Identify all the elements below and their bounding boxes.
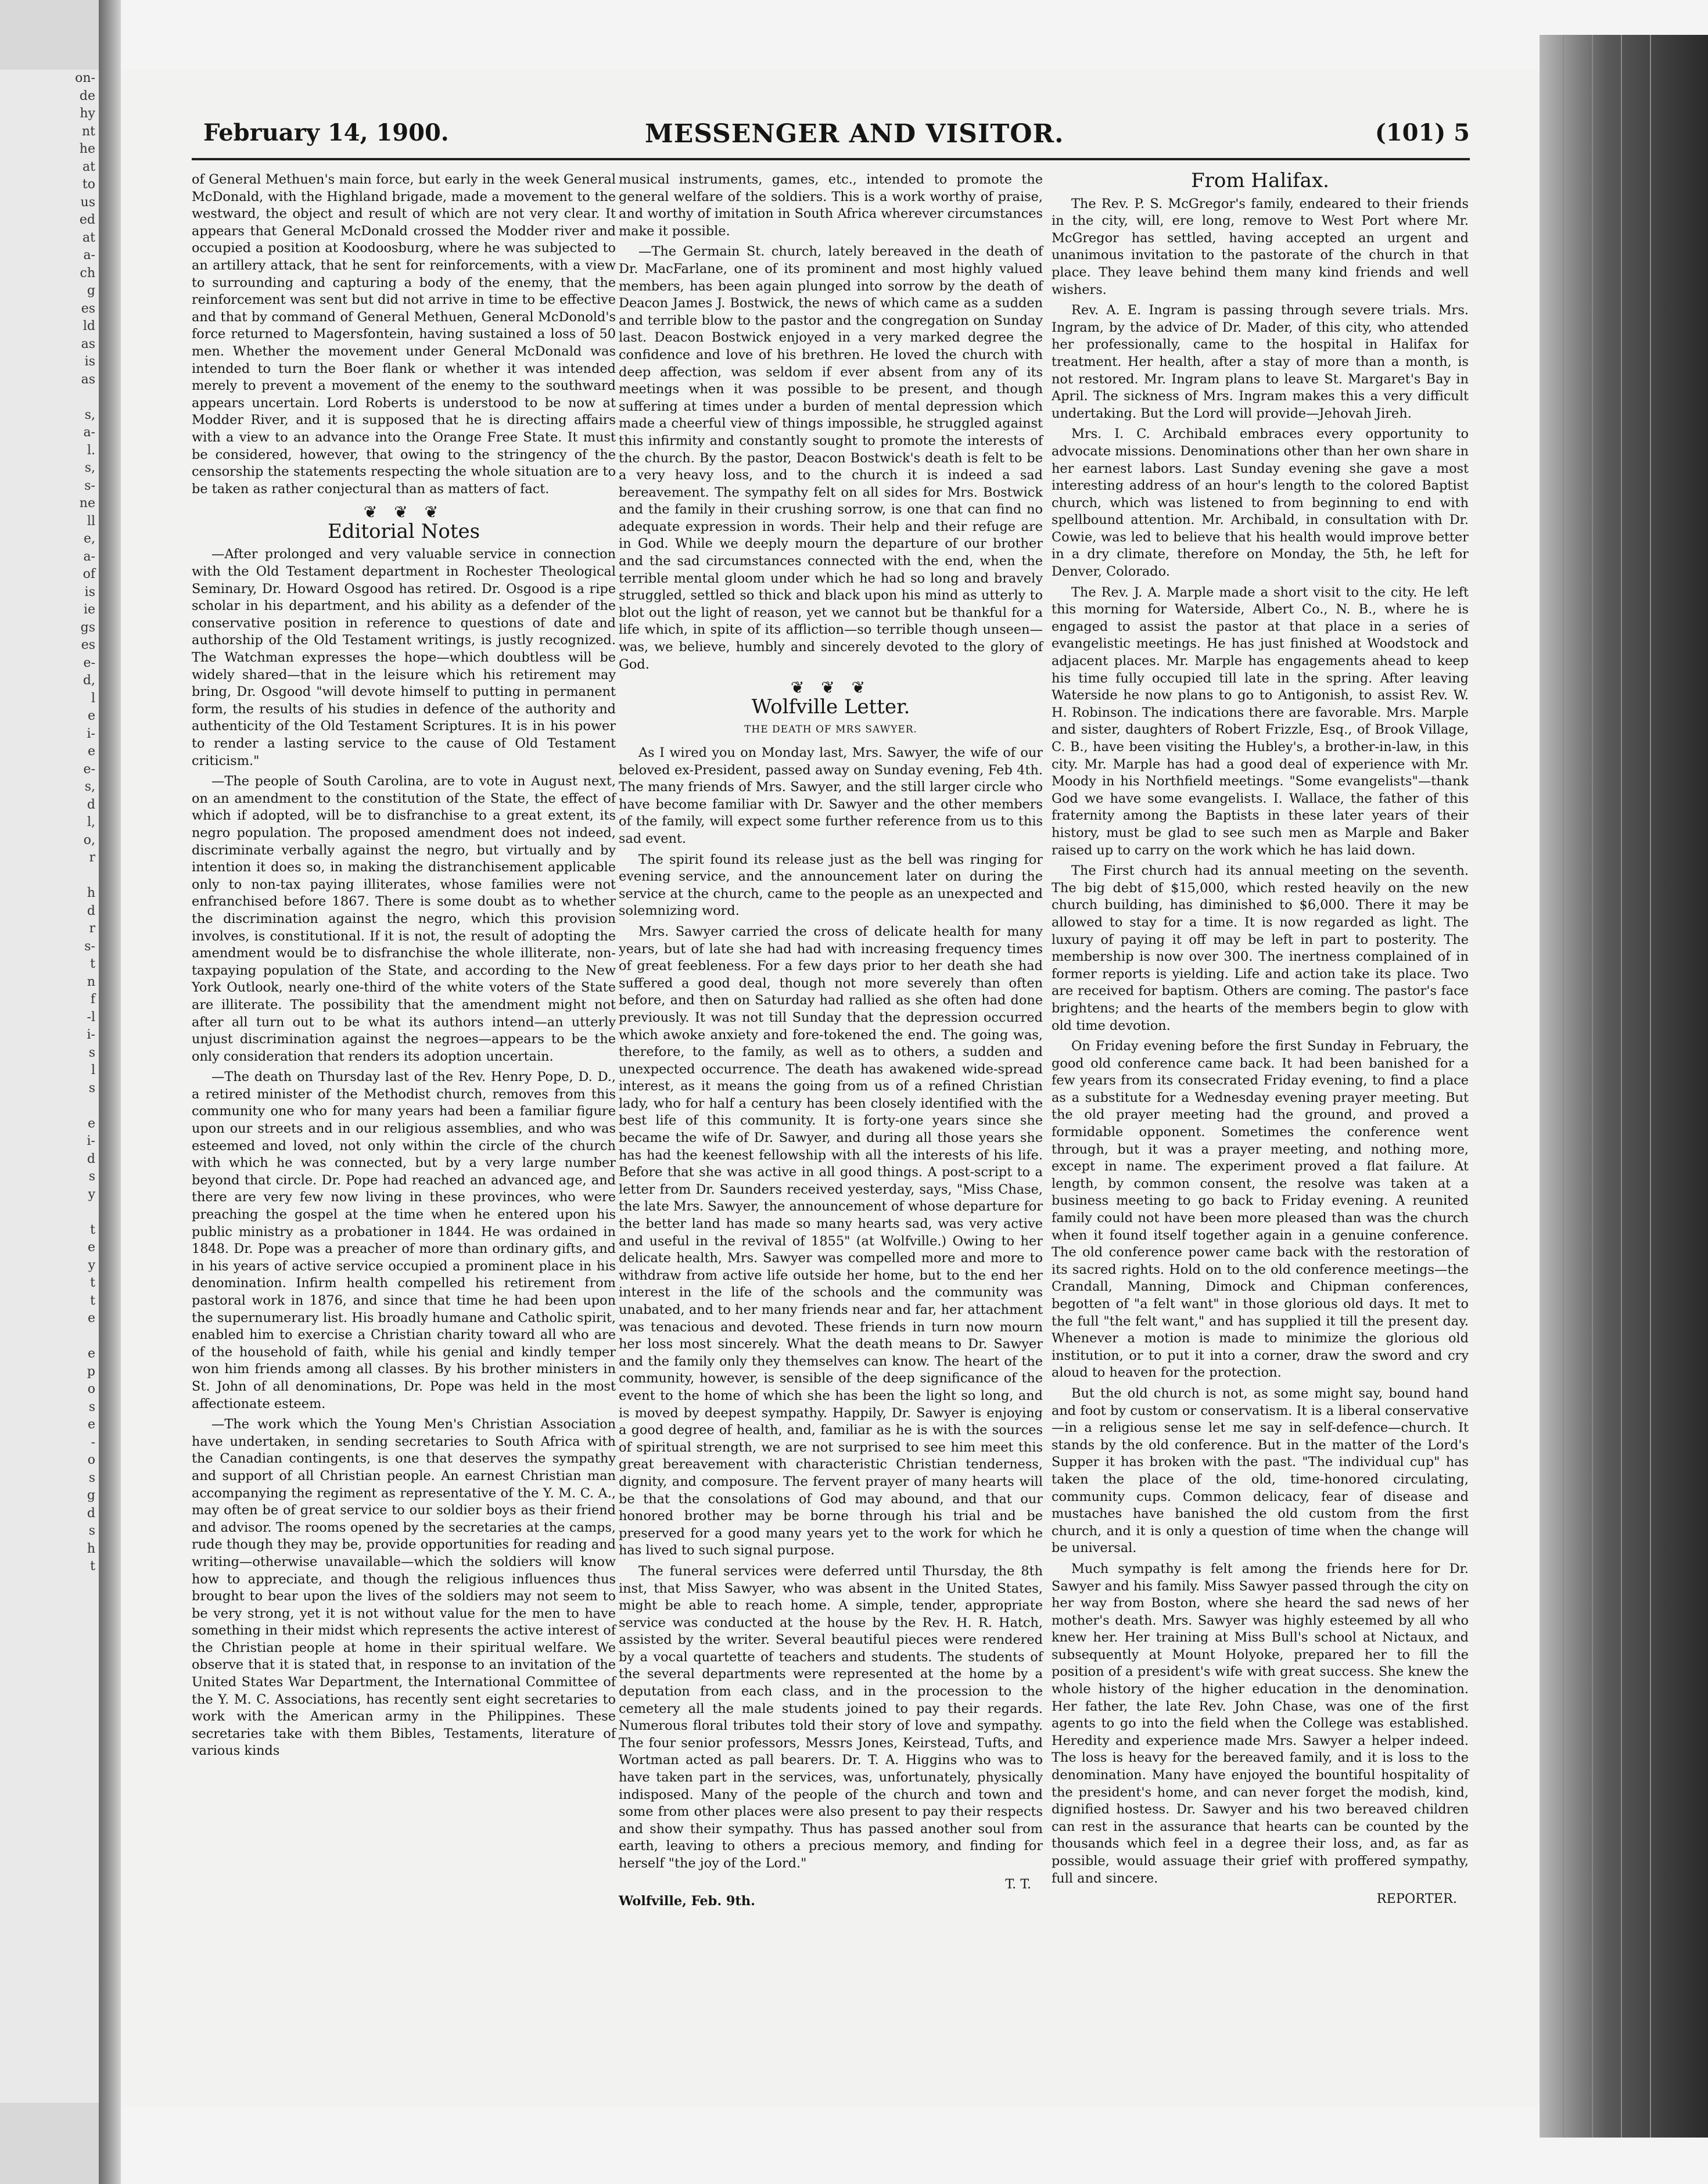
margin-fragment: is	[84, 354, 95, 369]
margin-fragment: es	[81, 301, 95, 316]
article-paragraph: The First church had its annual meeting on the seventh. The big debt of $15,000, which rested heavily on the new church building, has diminished to $6,000. There it may be allowed to stay for a time. It is now regarded as light. The luxury of paying it off may be left in part to posterity. The membership is now over 300. The inertness complained of in former reports is yielding. Life and action take its place. Two are received for baptism. Others are coming. The pastor's face brightens; and the hearts of the members begin to glow with old time devotion.	[1052, 863, 1469, 1033]
margin-fragment: s-	[84, 939, 95, 954]
margin-fragment: o,	[83, 832, 95, 847]
margin-fragment: s	[88, 1524, 95, 1538]
article-paragraph: —The Germain St. church, lately bereaved in the death of Dr. MacFarlane, one of its prominent and most highly valued members, has been again plunged into sorrow by the death of Deacon James J. Bostwick, the news of which came as a sudden and terrible blow to the pastor and the congregation on Sunday last. Deacon Bostwick enjoyed in a very marked degree the confidence and love of his brethren. He loved the church with deep affection, was seldom if ever absent from any of its meetings when it was possible to be present, and though suffering at times under a burden of mental depression which made a cheerful view of things impossible, he struggled against this infirmity and constantly sought to promote the interests of the church. By the pastor, Deacon Bostwick's death is felt to be a very heavy loss, and to the church it is indeed a sad bereavement. The sympathy felt on all sides for Mrs. Bostwick and the family in their crushing sorrow, is one that can find no adequate expression in words. Their help and their refuge are in God. While we deeply mourn the departure of our brother and the sad circumstances connected with the end, when the terrible mental gloom under which he had so long and bravely struggled, settled so thick and black upon his mind as utterly to blot out the light of reason, yet we cannot but be thankful for a life which, in spite of its affliction—so terrible though unseen—was, we believe, humbly and sincerely devoted to the glory of God.	[619, 244, 1043, 672]
margin-fragment: e	[87, 1346, 95, 1361]
margin-fragment: p	[87, 1364, 95, 1379]
margin-fragment: e	[87, 709, 95, 723]
margin-fragment: de	[79, 88, 95, 103]
author-signature: REPORTER.	[1376, 1891, 1457, 1907]
header-date: February 14, 1900.	[203, 119, 449, 146]
margin-fragment: s,	[84, 407, 95, 422]
column-1	[192, 171, 616, 1763]
section-title-editorial-notes: Editorial Notes	[327, 519, 480, 543]
margin-fragment: i-	[87, 1028, 95, 1042]
margin-fragment: e	[87, 1116, 95, 1131]
margin-fragment: a-	[83, 549, 95, 564]
article-paragraph: musical instruments, games, etc., intended to promote the general welfare of the soldiers. This is a work worthy of praise, and worthy of imitation in South Africa wherever circumstances make it possible.	[619, 172, 1043, 239]
article-paragraph: —The work which the Young Men's Christian Association have undertaken, in sending secretaries to South Africa with the Canadian contingents, is one that deserves the sympathy and support of all Christian people. An earnest Christian man accompanying the regiment as representative of the Y. M. C. A., may often be of great service to our soldier boys as their friend and advisor. The rooms opened by the secretaries at the camps, rude though they may be, provide opportunities for reading and writing—otherwise unavailable—which the soldiers will know how to appreciate, and though the religious influences thus brought to bear upon the lives of the soldiers may not seem to be very strong, yet it is not without value for the men to have something in their midst which represents the active interest of the Christian people at home in their spiritual welfare. We observe that it is stated that, in response to an invitation of the United States War Department, the International Committee of the Y. M. C. Associations, has recently sent eight secretaries to work with the American army in the Philippines. These secretaries take with them Bibles, Testaments, literature of various kinds	[192, 1417, 616, 1759]
margin-fragment: as	[81, 336, 95, 351]
margin-fragment: ld	[82, 319, 95, 333]
margin-fragment: is	[84, 584, 95, 599]
previous-page-edge	[0, 70, 99, 2103]
article-paragraph: The funeral services were deferred until Thursday, the 8th inst, that Miss Sawyer, who was absent in the United States, might be able to reach home. A simple, tender, appropriate service was conducted at the house by the Rev. H. R. Hatch, assisted by the writer. Several beautiful pieces were rendered by a vocal quartette of teachers and students. The students of the several departments were represented at the home by a deputation from each class, and in the procession to the cemetery all the male students joined to pay their regards. Numerous floral tributes told their story of love and sympathy. The four senior professors, Messrs Jones, Keirstead, Tufts, and Wortman acted as pall bearers. Dr. T. A. Higgins who was to have taken part in the services, was, unfortunately, physically indisposed. Many of the people of the church and town and some from other places were also present to pay their respects and show their sympathy. Thus has passed another soul from earth, leaving to others a precious memory, and finding for herself "the joy of the Lord."	[619, 1563, 1043, 1871]
margin-fragment: s-	[84, 478, 95, 493]
column-2	[619, 171, 1043, 1910]
article-paragraph: —After prolonged and very valuable service in connection with the Old Testament department in Rochester Theological Seminary, Dr. Howard Osgood has retired. Dr. Osgood is a ripe scholar in his department, and his ability as a defender of the conservative position in reference to questions of date and authorship of the Old Testament writings, is justly recognized. The Watchman expresses the hope—which doubtless will be widely shared—that in the leisure which his retirement may bring, Dr. Osgood "will devote himself to putting in permanent form, the results of his studies in defence of the authority and authenticity of the Old Testament Scriptures. It is in his power to render a lasting service to the cause of Old Testament criticism."	[192, 547, 616, 768]
margin-fragment: t	[90, 957, 95, 971]
author-signature: T. T.	[1005, 1876, 1031, 1892]
margin-fragment	[0, 867, 99, 885]
margin-fragment: l	[91, 691, 95, 706]
margin-fragment: r	[89, 921, 95, 936]
margin-fragment: d	[87, 1506, 95, 1521]
article-paragraph: —The death on Thursday last of the Rev. Henry Pope, D. D., a retired minister of the Methodist church, removes from this community one who for many years had been a familiar figure upon our streets and in our religious assemblies, and who was esteemed and loved, not only within the circle of the church with which he was connected, but by a very large number beyond that circle. Dr. Pope had reached an advanced age, and there are very few now living in these provinces, who were preaching the gospel at the time when he entered upon his public ministry as a probationer in 1844. He was ordained in 1848. Dr. Pope was a preacher of more than ordinary gifts, and in his years of active service occupied a prominent place in his denomination. Infirm health compelled his retirement from pastoral work in 1876, and since that time he had been upon the supernumerary list. His broadly humane and Catholic spirit, enabled him to exercise a Christian charity toward all who are of the household of faith, while his genial and kindly temper won him friends among all classes. By his brother ministers in St. John of all denominations, Dr. Pope was held in the most affectionate esteem.	[192, 1069, 616, 1411]
margin-fragment: d,	[82, 673, 95, 688]
masthead-title: MESSENGER AND VISITOR.	[645, 119, 1064, 149]
article-paragraph: The spirit found its release just as the bell was ringing for evening service, and the announcement later on during the service at the church, came to the people as an unexpected and solemnizing word.	[619, 852, 1043, 919]
article-paragraph: —The people of South Carolina, are to vote in August next, on an amendment to the constitution of the State, the effect of which if adopted, will be to disfranchise to a great extent, its negro population. The proposed amendment does not indeed, discriminate verbally against the negro, but virtually and by intention it does so, in making the distranchisement applicable only to non-tax paying illiterates, whose families were not enfranchised before 1867. There is some doubt as to whether the discrimination against the negro, which this provision involves, is constitutional. If it is not, the result of adopting the amendment would be to disfranchise the whole illiterate, non-taxpaying population of the State, and according to the New York Outlook, nearly one-third of the white voters of the State are illiterate. The possibility that the amendment might not after all turn out to be what its authors intend—an utterly unjust discrimination against the negroes—appears to be the only consideration that renders its adoption uncertain.	[192, 774, 616, 1064]
margin-fragment	[0, 1328, 99, 1346]
dateline: Wolfville, Feb. 9th.	[619, 1894, 755, 1909]
margin-fragment: gs	[80, 620, 95, 635]
margin-fragment: s	[88, 1045, 95, 1060]
article-paragraph: Mrs. Sawyer carried the cross of delicate health for many years, but of late she had had with increasing frequency times of great feebleness. For a few days prior to her death she had suffered a good deal, though not more severely than often before, and then on Saturday had rallied as she often had done previously. It was not till Sunday that the depression occurred which awoke anxiety and fore-tokened the end. The going was, therefore, to the family, as well as to others, a sudden and unexpected occurrence. The death has awakened wide-spread interest, as it means the going from us of a refined Christian lady, who for half a century has been closely identified with the best life of this community. It is forty-one years since she became the wife of Dr. Sawyer, and during all those years she has had the keenest fellowship with all the interests of his life. Before that she was active in all good things. A post-script to a letter from Dr. Saunders received yesterday, says, "Miss Chase, the late Mrs. Sawyer, the announcement of whose departure for the better land has made so many hearts sad, was very active and useful in the revival of 1855" (at Wolfville.) Owing to her delicate health, Mrs. Sawyer was compelled more and more to withdraw from active life outside her home, but to the end her interest in the life of the schools and the community was unabated, and to her many friends near and far, her attachment was tenacious and devoted. These friends in turn now mourn her loss most sincerely. What the death means to Dr. Sawyer and the family only they themselves can know. The heart of the community, however, is sensible of the deep significance of the event to the home of which she has been the light so long, and is moved by deepest sympathy. Happily, Dr. Sawyer is enjoying a good degree of health, and, familiar as he is with the sources of spiritual strength, we are not surprised to see him meet this great bereavement with characteristic Christian tenderness, dignity, and composure. The fervent prayer of many hearts will be that the consolations of God may abound, and that our honored brother may be borne through his trial and be preserved for a good many years yet to the work for which he has lived to such signal purpose.	[619, 924, 1043, 1558]
margin-fragment: t	[90, 1276, 95, 1290]
margin-fragment: on-	[75, 71, 95, 85]
margin-fragment: t	[90, 1559, 95, 1574]
margin-fragment: to	[82, 177, 95, 192]
margin-fragment: d	[87, 1151, 95, 1166]
margin-fragment: es	[81, 638, 95, 652]
section-title-from-halifax: From Halifax.	[1191, 169, 1329, 192]
margin-fragment: us	[80, 195, 95, 210]
margin-fragment: h	[87, 1541, 95, 1556]
page-number: (101) 5	[1375, 119, 1470, 146]
margin-fragment: as	[81, 372, 95, 387]
margin-fragment: s	[88, 1080, 95, 1095]
article-paragraph: But the old church is not, as some might say, bound hand and foot by custom or conservatism. It is a liberal conservative—in a religious sense let me say in self-defence—church. It stands by the old conference. But in the matter of the Lord's Supper it has broken with the past. "The individual cup" has taken the place of the old, time-honored circulating, community cups. Common delicacy, fear of disease and mustaches have banished the old custom from the first church, and it is only a question of time when the change will be universal.	[1052, 1385, 1469, 1556]
margin-fragment: e-	[83, 761, 95, 777]
margin-fragment: at	[82, 159, 95, 174]
margin-fragment: f	[90, 992, 95, 1007]
margin-fragment: e	[87, 1240, 95, 1255]
margin-fragment: ch	[80, 265, 95, 281]
margin-fragment: o	[87, 1382, 95, 1396]
margin-fragment: d	[87, 903, 95, 918]
ornament-divider: ❦ ❦ ❦	[790, 678, 871, 698]
column-3	[1052, 171, 1469, 1908]
margin-fragment: n	[87, 974, 95, 989]
margin-fragment: a-	[83, 425, 95, 440]
page-header	[203, 119, 1470, 154]
margin-fragment: ne	[79, 496, 95, 511]
margin-fragment: ed	[79, 213, 95, 227]
margin-fragment	[0, 389, 99, 407]
article-paragraph: On Friday evening before the first Sunday in February, the good old conference came back. It had been banished for a few years from its consecrated Friday evening, to find a place as a substitute for a Wednesday evening prayer meeting. But the old prayer meeting had the ground, and proved a formidable opponent. Sometimes the conference went through, but it was a prayer meeting, and nothing more, except in name. The experiment proved a flat failure. At length, by common consent, the resolve was taken at a business meeting to go back to Friday evening. A reunited family could not have been more pleased than was the church when it found itself together again in a genuine conference. The old conference power came back with the restoration of its sacred rights. Hold on to the old conference meetings—the Crandall, Manning, Dimock and Chipman conferences, begotten of "a felt want" in those glorious old days. It met to the full "the felt want," and has supplied it till the present day. Whenever a motion is made to minimize the glorious old institution, or to put it into a corner, draw the sword and cry aloud to heaven for the protection.	[1052, 1039, 1469, 1381]
margin-fragment: s	[88, 1169, 95, 1184]
article-paragraph: Much sympathy is felt among the friends here for Dr. Sawyer and his family. Miss Sawyer passed through the city on her way from Boston, where she heard the sad news of her mother's death. Mrs. Sawyer was highly esteemed by all who knew her. Her training at Miss Bull's school at Nictaux, and subsequently at Mount Holyoke, prepared her to fill the position of a president's wife with great success. She knew the whole history of the higher education in the denomination. Her father, the late Rev. John Chase, was one of the first agents to go into the field when the College was established. Heredity and experience made Mrs. Sawyer a helper indeed. The loss is heavy for the bereaved family, and it is loss to the denomination. Many have enjoyed the bountiful hospitality of the president's home, and can never forget the modish, kind, dignified hostess. Dr. Sawyer and his two bereaved children can rest in the assurance that hearts can be counted by the thousands which feel in a degree their loss, and, as far as possible, would assuage their grief with proffered sympathy, full and sincere.	[1052, 1561, 1469, 1886]
margin-fragment: he	[79, 142, 95, 156]
margin-fragment: i-	[87, 1134, 95, 1148]
article-paragraph: The Rev. J. A. Marple made a short visit to the city. He left this morning for Waterside, Albert Co., N. B., where he is engaged to assist the pastor at that place in a series of evangelistic meetings. He has just finished at Woodstock and adjacent places. Mr. Marple has engagements ahead to keep his time fully occupied till late in the spring. After leaving Waterside he now plans to go to Antigonish, to assist Rev. W. H. Robinson. The indications there are favorable. Mrs. Marple and sister, daughters of Robert Frizzle, Esq., of Brook Village, C. B., have been visiting the Hubley's, a brother-in-law, in this city. Mr. Marple has had a good deal of experience with Mr. Moody in his Northfield meetings. "Some evangelists"—thank God we have some evangelists. I. Wallace, the father of this fraternity among the Baptists in these later years of their history, must be glad to see such men as Marple and Baker raised up to carry on the work which he has laid down.	[1052, 584, 1469, 858]
margin-fragment: -	[91, 1435, 95, 1450]
margin-fragment: h	[87, 886, 95, 900]
margin-fragment: e	[87, 744, 95, 759]
margin-fragment: at	[82, 230, 95, 245]
margin-fragment: e	[87, 1311, 95, 1326]
margin-fragment: y	[88, 1258, 95, 1273]
margin-fragment: of	[82, 567, 95, 581]
margin-fragment: l,	[87, 815, 95, 829]
margin-fragment: hy	[80, 106, 95, 121]
margin-fragment: e,	[83, 531, 95, 546]
margin-fragment: ll	[87, 513, 95, 529]
margin-fragment: a-	[83, 248, 95, 263]
margin-fragment: g	[87, 283, 95, 298]
margin-fragment: t	[90, 1293, 95, 1308]
margin-fragment: l.	[87, 443, 95, 458]
article-paragraph: Mrs. I. C. Archibald embraces every opportunity to advocate missions. Denominations other than her own share in her earnest labors. Last Sunday evening she gave a most interesting address of an hour's length to the colored Baptist church, which was listened to from beginning to end with spellbound attention. Mr. Archibald, in consultation with Dr. Cowie, was led to believe that his health would improve better in a dry climate, therefore on Monday, the 5th, he left for Denver, Colorado.	[1052, 426, 1469, 580]
margin-fragment: o	[87, 1453, 95, 1467]
margin-fragment: t	[90, 1222, 95, 1237]
margin-fragment: s	[88, 1470, 95, 1485]
ornament-divider: ❦ ❦ ❦	[363, 502, 444, 522]
book-binding	[1540, 35, 1708, 2138]
war-news-paragraph: of General Methuen's main force, but early in the week General McDonald, with the Highland brigade, made a movement to the westward, the object and result of which are not very clear. It appears that General McDonald crossed the Modder river and occupied a position at Koodoosburg, where he was subjected to an artillery attack, that he sent for reinforcements, with a view to surrounding and capturing a body of the enemy, that the reinforcement was sent but did not arrive in time to be effective and that by command of General Methuen, General McDonold's force returned to Magersfontein, having sustained a loss of 50 men. Whether the movement under General McDonald was intended to turn the Boer flank or whether it was intended merely to prevent a movement of the enemy to the southward appears uncertain. Lord Roberts is understood to be now at Modder River, and it is supposed that he is directing affairs with a view to an advance into the Orange Free State. It must be considered, however, that owing to the stringency of the censorship the statements respecting the whole situation are to be taken as rather conjectural than as matters of fact.	[192, 172, 616, 497]
margin-fragment: l	[91, 1063, 95, 1077]
margin-fragment	[0, 1097, 99, 1115]
margin-fragment: nt	[81, 124, 95, 139]
section-subtitle: THE DEATH OF MRS SAWYER.	[744, 724, 917, 736]
article-paragraph: As I wired you on Monday last, Mrs. Sawyer, the wife of our beloved ex-President, passed away on Sunday evening, Feb 4th. The many friends of Mrs. Sawyer, and the still larger circle who have become familiar with Dr. Sawyer and the other members of the family, will expect some further reference from us to this sad event.	[619, 745, 1043, 846]
article-paragraph: Rev. A. E. Ingram is passing through severe trials. Mrs. Ingram, by the advice of Dr. Mader, of this city, who attended her professionally, came to the hospital in Halifax for treatment. Her health, after a stay of more than a month, is not restored. Mr. Ingram plans to leave St. Margaret's Bay in April. The sickness of Mrs. Ingram makes this a very difficult undertaking. But the Lord will provide—Jehovah Jireh.	[1052, 303, 1469, 421]
section-title-wolfville-letter: Wolfville Letter.	[751, 695, 910, 719]
margin-fragment: y	[88, 1187, 95, 1202]
margin-fragment: s,	[84, 780, 95, 794]
margin-fragment: i-	[87, 726, 95, 741]
header-rule	[192, 158, 1470, 160]
page-gutter-shadow	[99, 0, 121, 2184]
margin-fragment: e-	[83, 655, 95, 670]
margin-fragment: -l	[87, 1010, 95, 1025]
margin-fragment: g	[87, 1488, 95, 1503]
margin-fragment	[0, 1204, 99, 1222]
margin-fragment: r	[89, 850, 95, 865]
margin-fragment: s,	[84, 461, 95, 475]
margin-fragment: d	[87, 797, 95, 812]
margin-fragment: ie	[83, 602, 95, 617]
margin-fragment: s	[88, 1399, 95, 1414]
margin-fragment: e	[87, 1417, 95, 1432]
article-paragraph: The Rev. P. S. McGregor's family, endeared to their friends in the city, will, ere long, remove to West Port where Mr. McGregor has settled, having accepted an urgent and unanimous invitation to the pastorate of the church in that place. They leave behind them many kind friends and well wishers.	[1052, 196, 1469, 297]
